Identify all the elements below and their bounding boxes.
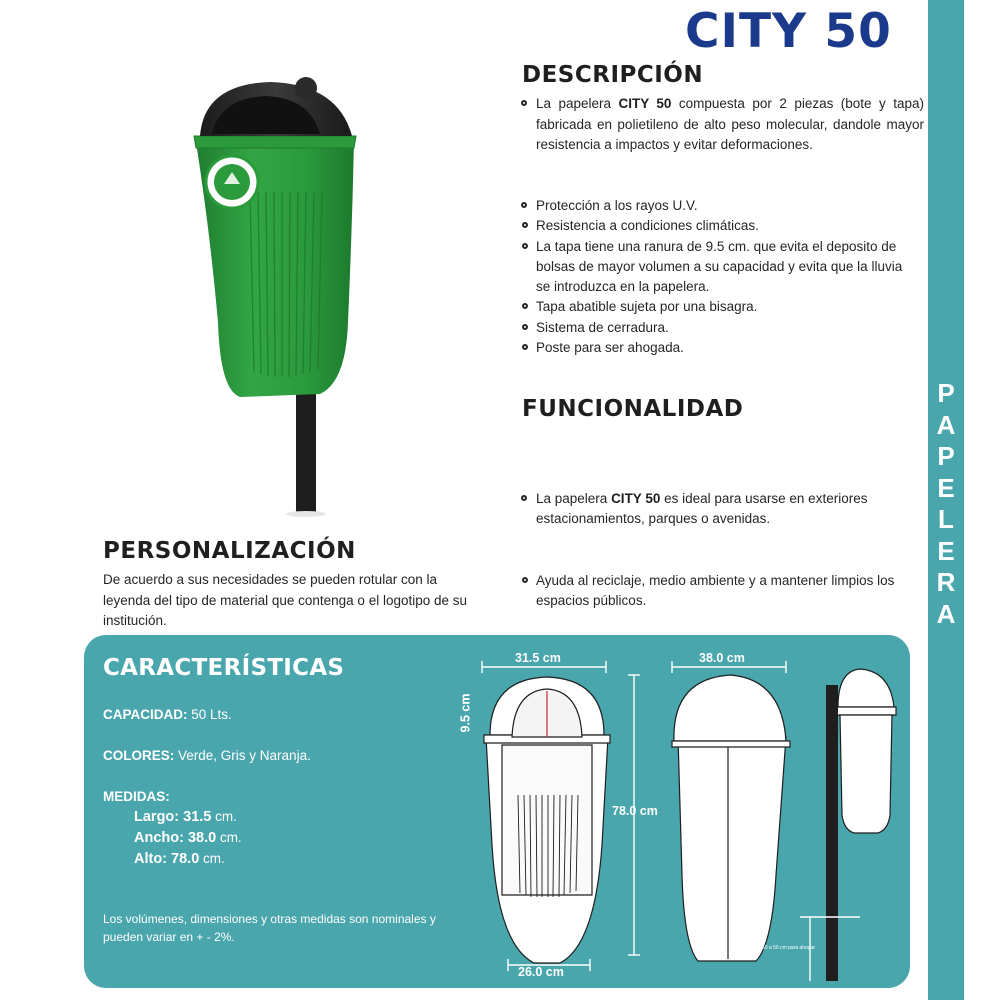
colores-value: Verde, Gris y Naranja. [174,748,311,763]
technical-drawing [460,645,905,985]
ancho-line [134,830,242,846]
descripcion-intro [522,94,924,156]
largo-label: Largo: 31.5 [134,809,212,825]
side-letter: E [937,472,955,503]
largo-unit: cm. [211,809,237,824]
capacidad-value: 50 Lts. [187,707,232,722]
alto-label: Alto: 78.0 [134,851,200,867]
dim-top-side: 38.0 cm [699,651,745,665]
funcionalidad-heading: FUNCIONALIDAD [522,396,744,422]
dim-bottom: 26.0 cm [518,965,564,979]
colores-label: COLORES: [103,748,175,763]
intro-pre: La papelera [536,96,619,111]
brand-name: CITY 50 [618,96,672,111]
list-item: Poste para ser ahogada. [522,338,922,358]
list-item: Tapa abatible sujeta por una bisagra. [522,297,922,317]
product-image [170,72,380,522]
colores-line [103,748,311,763]
side-letter: A [936,598,956,629]
ancho-label: Ancho: 38.0 [134,830,217,846]
brand-name: CITY 50 [611,490,661,506]
funcionalidad-item: Ayuda al reciclaje, medio ambiente y a mantener limpios los espacios públicos. [522,571,926,612]
dim-top-front: 31.5 cm [515,651,561,665]
medidas-line [103,789,170,804]
intro-post: compuesta por 2 piezas (bote y tapa) fabricada en polietileno de alto peso molecular, dandole mayor resistencia a impactos y evitar deformaciones. [536,96,924,152]
specs-heading: CARACTERÍSTICAS [103,655,345,681]
dim-slot: 9.5 cm [458,693,473,733]
side-letter: P [937,441,955,471]
side-letter: E [937,535,955,566]
list-item: Resistencia a condiciones climáticas. [522,216,922,236]
descripcion-bullets [522,196,922,358]
func-pre: La papelera [536,490,612,506]
personalizacion-text: De acuerdo a sus necesidades se pueden rotular con la leyenda del tipo de material que contenga o el logotipo de su institución. [103,572,468,628]
ancho-unit: cm. [216,830,242,845]
descripcion-heading: DESCRIPCIÓN [522,62,704,88]
list-item: La tapa tiene una ranura de 9.5 cm. que evita el deposito de bolsas de mayor volumen a su capacidad y evita que la lluvia se introduzca en la papelera. [522,237,912,298]
post-note: 60 a 50 cm para ahogar [762,945,816,951]
alto-unit: cm. [199,851,225,866]
list-item: Protección a los rayos U.V. [522,196,922,216]
side-letter: A [936,409,956,440]
side-letter: P [937,378,955,408]
side-label [928,378,964,630]
capacidad-line [103,707,232,722]
func-post: es ideal para usarse en exteriores estacionamientos, parques o avenidas. [536,490,868,526]
medidas-label: MEDIDAS: [103,789,170,804]
dim-height: 78.0 cm [612,804,658,818]
list-item: Sistema de cerradura. [522,318,922,338]
side-letter: R [936,567,956,597]
funcionalidad-item [522,489,926,530]
side-letter: L [938,504,954,534]
personalizacion-heading: PERSONALIZACIÓN [103,538,356,564]
alto-line [134,851,225,867]
page-title: CITY 50 [685,4,892,59]
specs-note: Los volúmenes, dimensiones y otras medidas son nominales y pueden variar en + - 2%. [103,912,436,944]
largo-line [134,809,237,825]
capacidad-label: CAPACIDAD: [103,707,188,722]
